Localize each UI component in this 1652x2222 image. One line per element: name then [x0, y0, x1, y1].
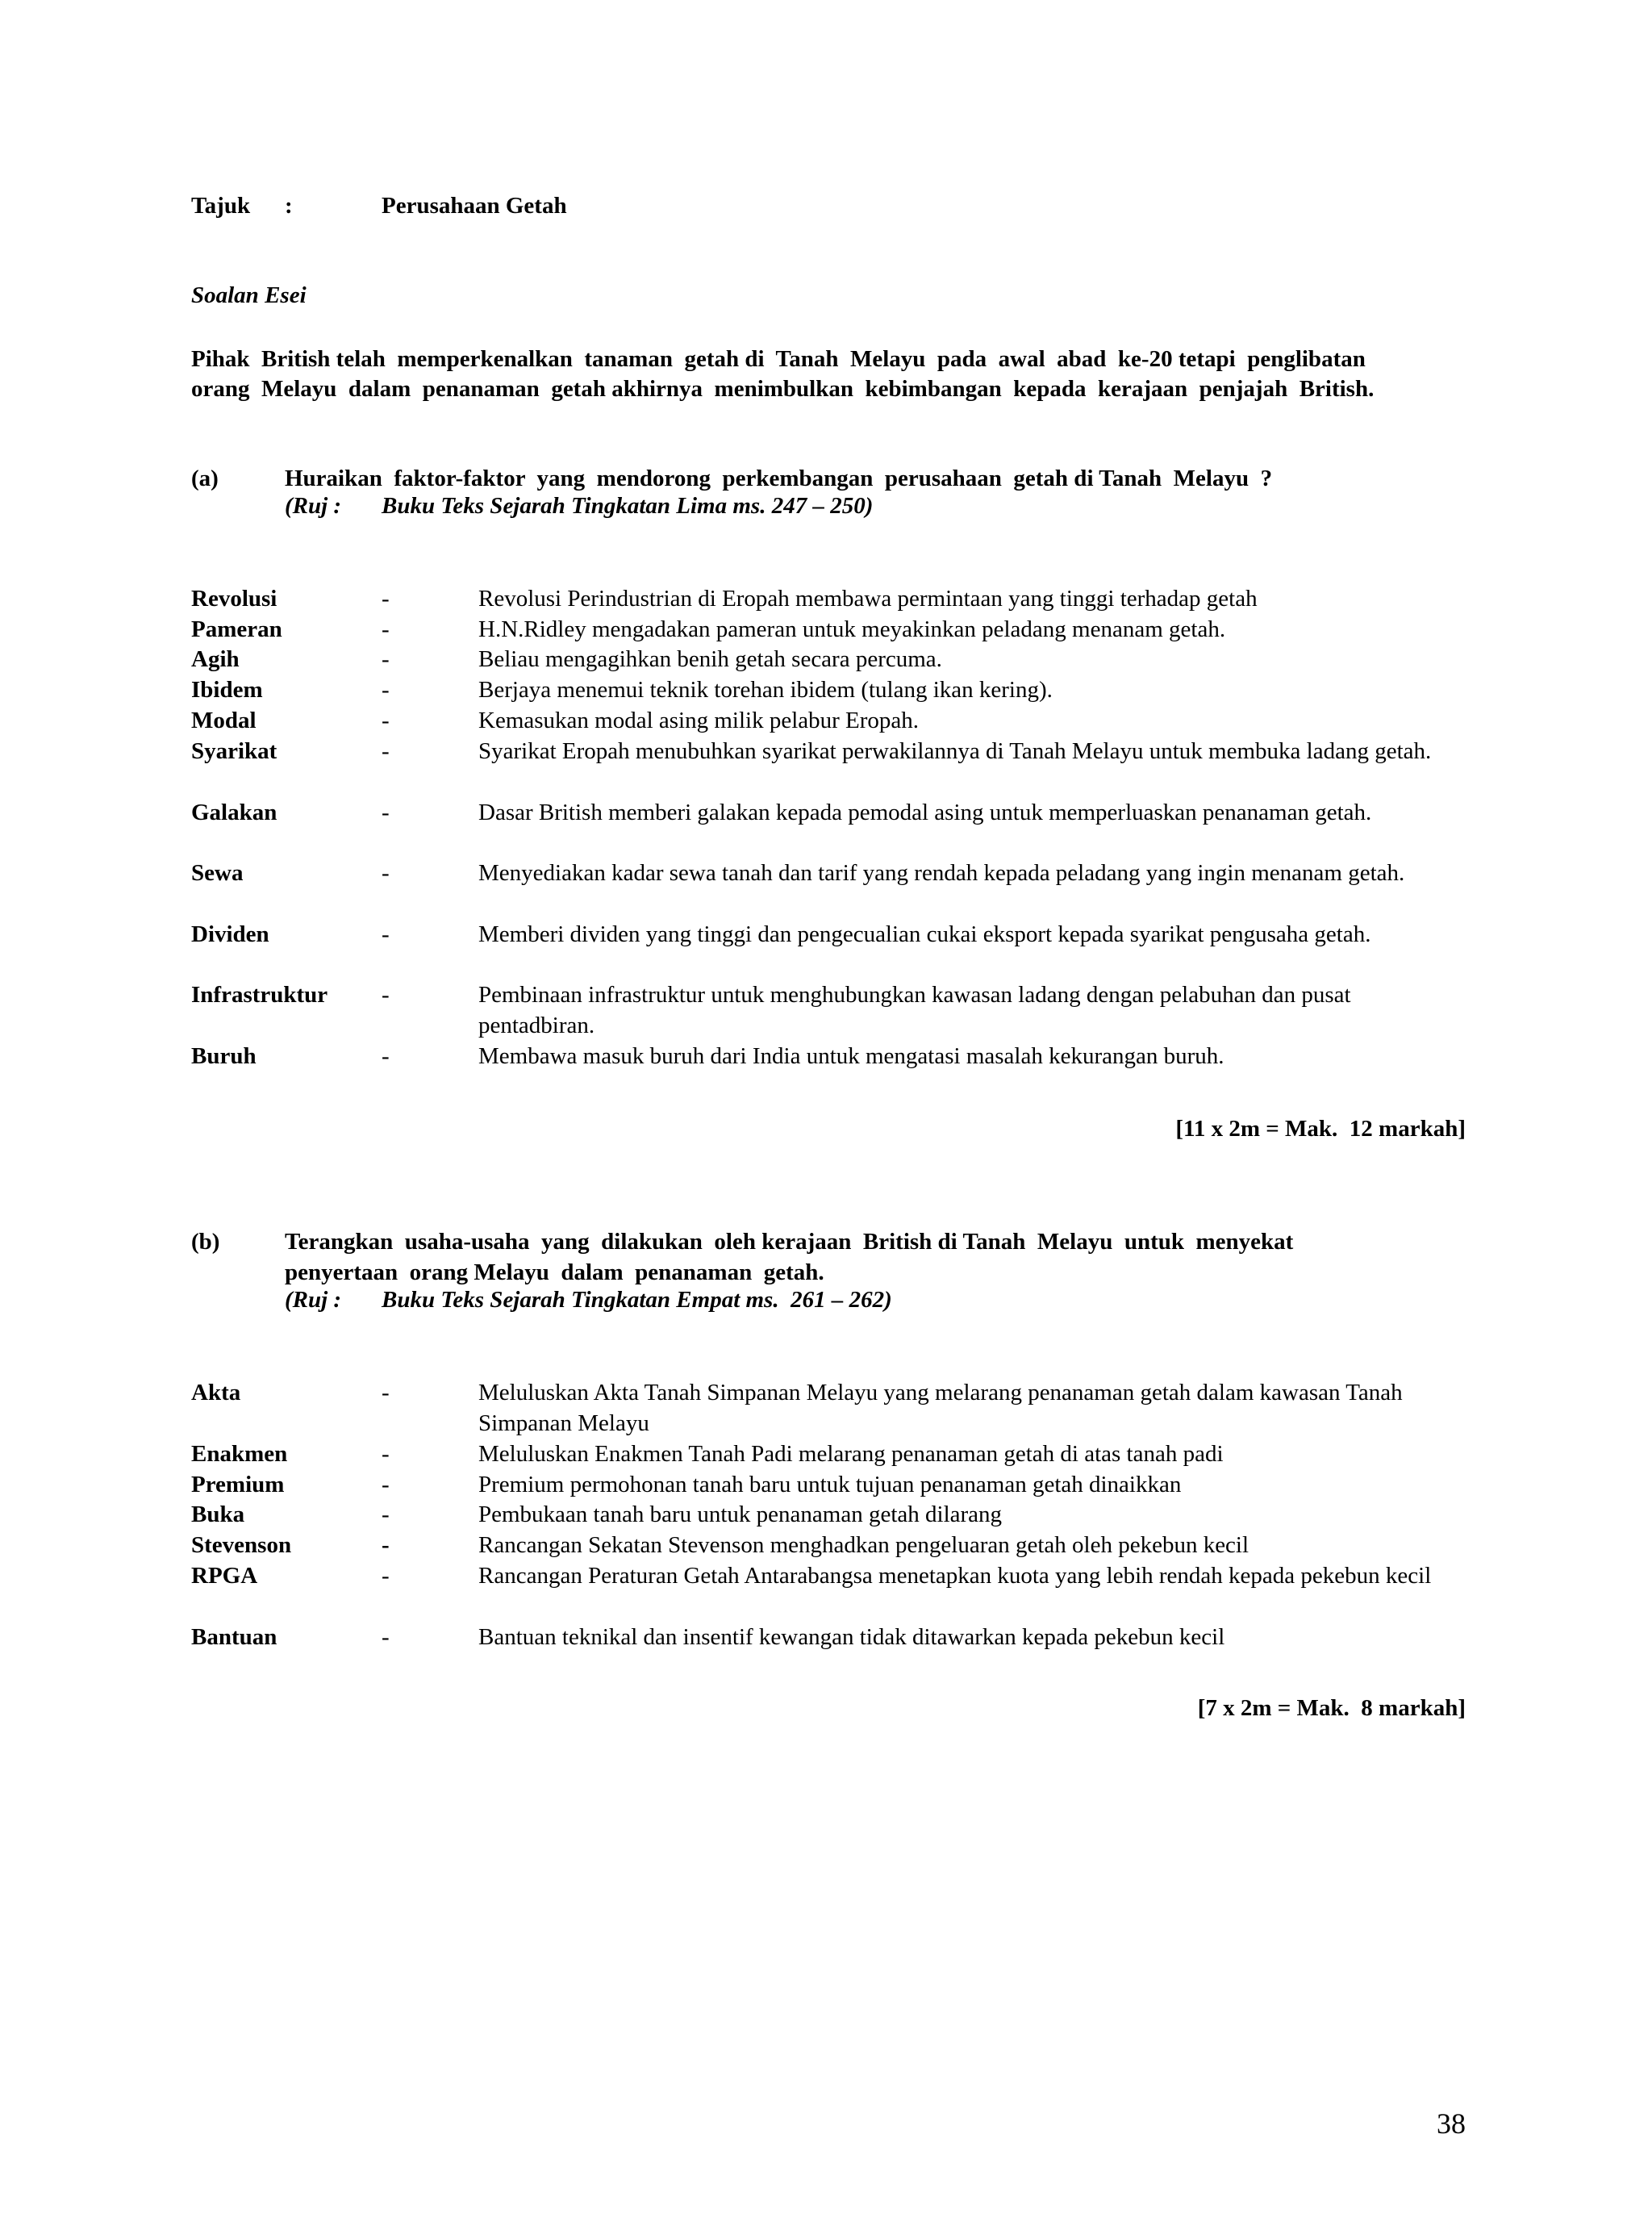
item-description: Rancangan Sekatan Stevenson menghadkan pengeluaran getah oleh pekebun kecil	[478, 1532, 1249, 1558]
item-term: Dividen	[191, 921, 269, 947]
item-description: Rancangan Peraturan Getah Antarabangsa menetapkan kuota yang lebih rendah kepada pekebun kecil	[478, 1563, 1432, 1589]
item-dash: -	[382, 860, 390, 886]
item-dash: -	[382, 1472, 390, 1497]
item-dash: -	[382, 1624, 390, 1650]
item-description: Berjaya menemui teknik torehan ibidem (tulang ikan kering).	[478, 677, 1053, 703]
part-a-question: Huraikan faktor-faktor yang mendorong perkembangan perusahaan getah di Tanah Melayu ?	[285, 466, 1273, 491]
item-term: Akta	[191, 1380, 241, 1405]
item-term: Premium	[191, 1472, 285, 1497]
item-term: Pameran	[191, 616, 282, 642]
question-intro-line1: Pihak British telah memperkenalkan tanaman getah di Tanah Melayu pada awal abad ke-20 tetapi penglibatan	[191, 346, 1366, 372]
item-term: Syarikat	[191, 738, 277, 764]
item-term: Ibidem	[191, 677, 263, 703]
item-description: Membawa masuk buruh dari India untuk mengatasi masalah kekurangan buruh.	[478, 1043, 1224, 1069]
item-term: RPGA	[191, 1563, 258, 1589]
item-description: Premium permohonan tanah baru untuk tujuan penanaman getah dinaikkan	[478, 1472, 1182, 1497]
item-dash: -	[382, 738, 390, 764]
item-description: Meluluskan Akta Tanah Simpanan Melayu yang melarang penanaman getah dalam kawasan Tanah Simpanan Melayu	[478, 1380, 1403, 1436]
part-b-label: (b)	[191, 1229, 220, 1255]
item-term: Galakan	[191, 800, 277, 825]
item-dash: -	[382, 1380, 390, 1405]
item-description: Kemasukan modal asing milik pelabur Eropah.	[478, 708, 920, 733]
item-description: Dasar British memberi galakan kepada pemodal asing untuk memperluaskan penanaman getah.	[478, 800, 1372, 825]
item-term: Bantuan	[191, 1624, 277, 1650]
item-dash: -	[382, 1043, 390, 1069]
item-description: Memberi dividen yang tinggi dan pengecualian cukai eksport kepada syarikat pengusaha getah.	[478, 921, 1371, 947]
item-description: Revolusi Perindustrian di Eropah membawa permintaan yang tinggi terhadap getah	[478, 586, 1258, 612]
item-dash: -	[382, 1532, 390, 1558]
item-term: Sewa	[191, 860, 244, 886]
item-term: Revolusi	[191, 586, 277, 612]
part-b-question-line2: penyertaan orang Melayu dalam penanaman getah.	[285, 1259, 824, 1285]
item-description: H.N.Ridley mengadakan pameran untuk meyakinkan peladang menanam getah.	[478, 616, 1226, 642]
item-description: Menyediakan kadar sewa tanah dan tarif yang rendah kepada peladang yang ingin menanam getah.	[478, 860, 1405, 886]
item-description: Bantuan teknikal dan insentif kewangan tidak ditawarkan kepada pekebun kecil	[478, 1624, 1225, 1650]
item-term: Modal	[191, 708, 257, 733]
item-dash: -	[382, 800, 390, 825]
item-dash: -	[382, 982, 390, 1008]
question-intro-line2: orang Melayu dalam penanaman getah akhirnya menimbulkan kebimbangan kepada kerajaan penjajah British.	[191, 376, 1375, 402]
item-dash: -	[382, 1563, 390, 1589]
item-dash: -	[382, 921, 390, 947]
header-label: Tajuk	[191, 193, 251, 219]
item-term: Buruh	[191, 1043, 257, 1069]
part-b-question-line1: Terangkan usaha-usaha yang dilakukan oleh kerajaan British di Tanah Melayu untuk menyekat	[285, 1229, 1294, 1255]
part-b-ref-text: Buku Teks Sejarah Tingkatan Empat ms. 261 – 262)	[382, 1287, 892, 1313]
item-term: Infrastruktur	[191, 982, 328, 1008]
header-topic: Perusahaan Getah	[382, 193, 567, 219]
item-dash: -	[382, 677, 390, 703]
part-a-ref-prefix: (Ruj :	[285, 493, 342, 519]
item-description: Pembukaan tanah baru untuk penanaman getah dilarang	[478, 1502, 1003, 1527]
part-a-ref-text: Buku Teks Sejarah Tingkatan Lima ms. 247 – 250)	[382, 493, 874, 519]
section-label: Soalan Esei	[191, 282, 307, 308]
item-term: Stevenson	[191, 1532, 292, 1558]
item-dash: -	[382, 1441, 390, 1467]
item-term: Buka	[191, 1502, 245, 1527]
item-description: Pembinaan infrastruktur untuk menghubungkan kawasan ladang dengan pelabuhan dan pusat pentadbiran.	[478, 982, 1351, 1038]
item-dash: -	[382, 1502, 390, 1527]
item-dash: -	[382, 646, 390, 672]
page-number: 38	[1437, 2107, 1466, 2140]
part-a-marks: [11 x 2m = Mak. 12 markah]	[1175, 1116, 1466, 1142]
part-a-label: (a)	[191, 466, 219, 491]
item-description: Meluluskan Enakmen Tanah Padi melarang penanaman getah di atas tanah padi	[478, 1441, 1224, 1467]
item-dash: -	[382, 616, 390, 642]
item-description: Syarikat Eropah menubuhkan syarikat perwakilannya di Tanah Melayu untuk membuka ladang getah.	[478, 738, 1432, 764]
item-dash: -	[382, 708, 390, 733]
header-colon: :	[285, 193, 293, 219]
item-term: Agih	[191, 646, 240, 672]
item-description: Beliau mengagihkan benih getah secara percuma.	[478, 646, 942, 672]
item-term: Enakmen	[191, 1441, 288, 1467]
part-b-marks: [7 x 2m = Mak. 8 markah]	[1197, 1695, 1466, 1721]
part-b-ref-prefix: (Ruj :	[285, 1287, 342, 1313]
item-dash: -	[382, 586, 390, 612]
